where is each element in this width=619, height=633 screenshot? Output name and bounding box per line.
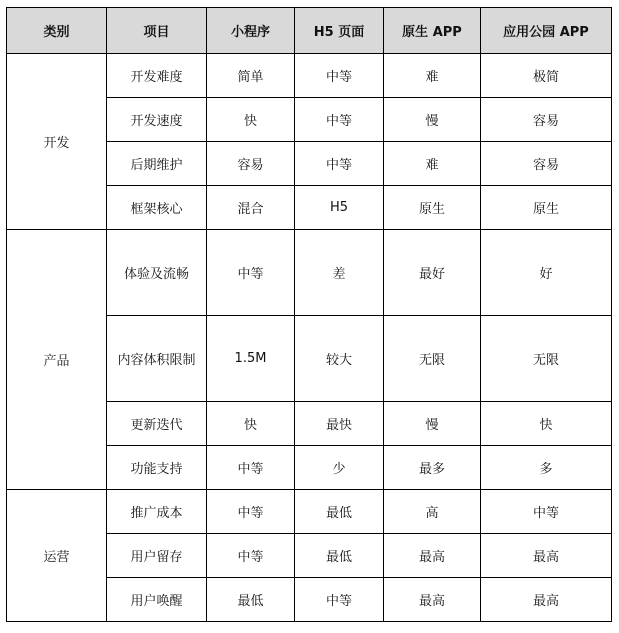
value-cell: 最低 <box>207 578 295 622</box>
value-cell: 慢 <box>384 402 481 446</box>
table-row <box>7 54 612 98</box>
item-cell: 用户留存 <box>107 534 207 578</box>
header-row <box>7 8 612 54</box>
table-row <box>7 230 612 316</box>
item-cell: 更新迭代 <box>107 402 207 446</box>
value-cell: 快 <box>481 402 612 446</box>
value-cell: 简单 <box>207 54 295 98</box>
value-cell: 中等 <box>295 98 384 142</box>
value-cell: 少 <box>295 446 384 490</box>
value-cell: 中等 <box>207 230 295 316</box>
value-cell: 慢 <box>384 98 481 142</box>
value-cell: H5 <box>295 186 384 230</box>
value-cell: 最多 <box>384 446 481 490</box>
value-cell: 最高 <box>481 534 612 578</box>
value-cell: 最低 <box>295 534 384 578</box>
value-cell: 中等 <box>207 490 295 534</box>
value-cell: 原生 <box>384 186 481 230</box>
value-cell: 最高 <box>481 578 612 622</box>
item-cell: 推广成本 <box>107 490 207 534</box>
item-cell: 功能支持 <box>107 446 207 490</box>
value-cell: 快 <box>207 402 295 446</box>
value-cell: 极简 <box>481 54 612 98</box>
value-cell: 难 <box>384 54 481 98</box>
value-cell: 最高 <box>384 534 481 578</box>
header-category: 类别 <box>7 8 107 54</box>
item-cell: 内容体积限制 <box>107 316 207 402</box>
value-cell: 高 <box>384 490 481 534</box>
value-cell: 容易 <box>481 142 612 186</box>
category-cell: 开发 <box>7 54 107 230</box>
value-cell: 原生 <box>481 186 612 230</box>
item-cell: 框架核心 <box>107 186 207 230</box>
item-cell: 后期维护 <box>107 142 207 186</box>
header-h5-page: H5 页面 <box>295 8 384 54</box>
header-park-app: 应用公园 APP <box>481 8 612 54</box>
value-cell: 混合 <box>207 186 295 230</box>
value-cell: 最好 <box>384 230 481 316</box>
value-cell: 中等 <box>207 446 295 490</box>
value-cell: 中等 <box>295 578 384 622</box>
item-cell: 开发难度 <box>107 54 207 98</box>
value-cell: 难 <box>384 142 481 186</box>
value-cell: 最快 <box>295 402 384 446</box>
category-cell: 产品 <box>7 230 107 490</box>
header-native-app: 原生 APP <box>384 8 481 54</box>
value-cell: 差 <box>295 230 384 316</box>
value-cell: 中等 <box>295 142 384 186</box>
value-cell: 最高 <box>384 578 481 622</box>
value-cell: 中等 <box>481 490 612 534</box>
value-cell: 无限 <box>481 316 612 402</box>
value-cell: 中等 <box>207 534 295 578</box>
item-cell: 用户唤醒 <box>107 578 207 622</box>
item-cell: 开发速度 <box>107 98 207 142</box>
value-cell: 1.5M <box>207 316 295 402</box>
value-cell: 中等 <box>295 54 384 98</box>
header-mini-program: 小程序 <box>207 8 295 54</box>
table-row <box>7 490 612 534</box>
value-cell: 多 <box>481 446 612 490</box>
value-cell: 较大 <box>295 316 384 402</box>
value-cell: 好 <box>481 230 612 316</box>
comparison-table <box>6 7 612 622</box>
item-cell: 体验及流畅 <box>107 230 207 316</box>
value-cell: 容易 <box>481 98 612 142</box>
category-cell: 运营 <box>7 490 107 622</box>
value-cell: 容易 <box>207 142 295 186</box>
header-item: 项目 <box>107 8 207 54</box>
value-cell: 最低 <box>295 490 384 534</box>
value-cell: 无限 <box>384 316 481 402</box>
value-cell: 快 <box>207 98 295 142</box>
